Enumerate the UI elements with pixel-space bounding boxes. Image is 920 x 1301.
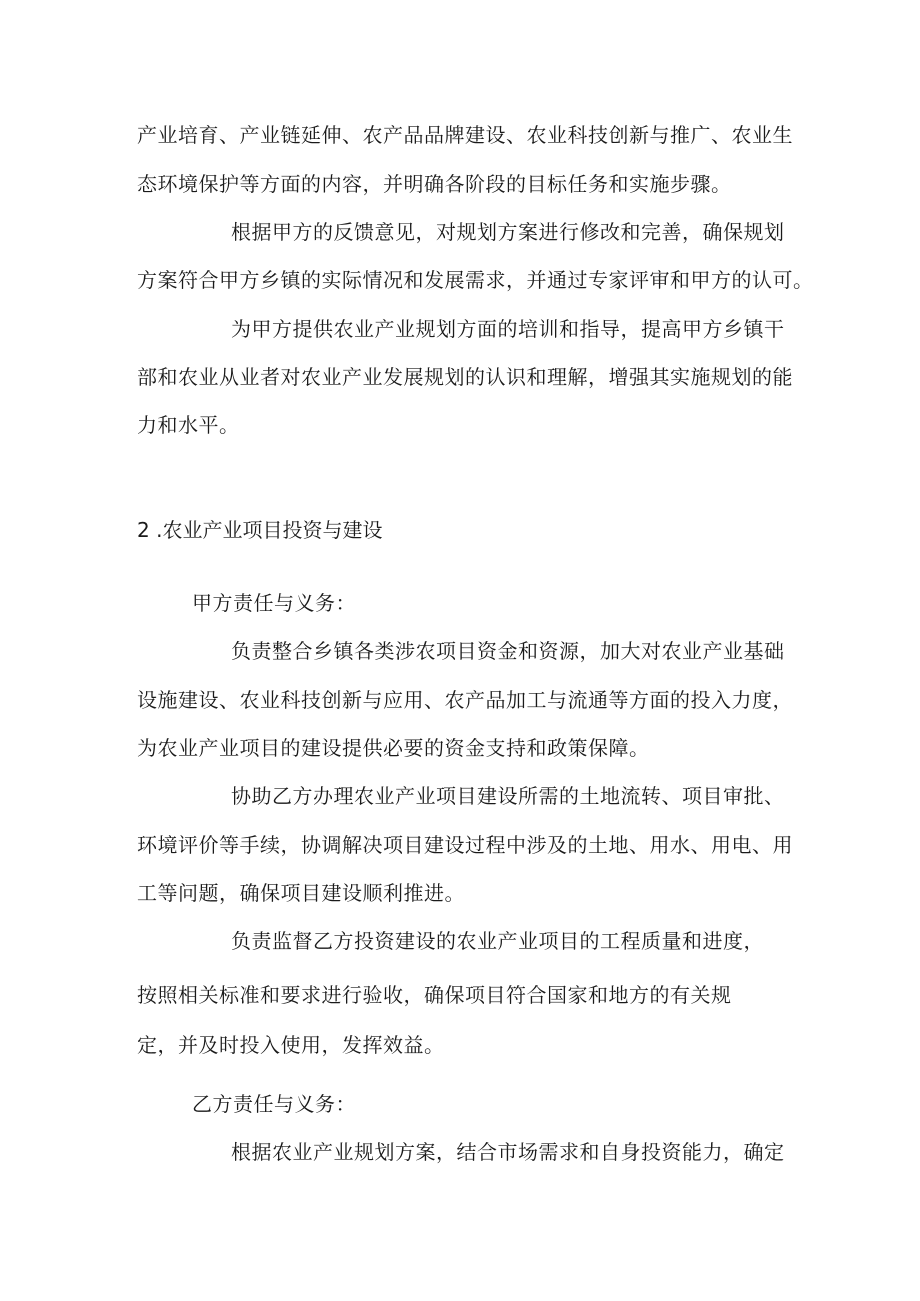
paragraph-4-line-3: 为农业产业项目的建设提供必要的资金支持和政策保障。: [137, 736, 650, 760]
party-a-heading: 甲方责任与义务：: [192, 591, 356, 615]
paragraph-5-line-3: 工等问题，确保项目建设顺利推进。: [137, 881, 465, 905]
paragraph-4-line-2: 设施建设、农业科技创新与应用、农产品加工与流通等方面的投入力度，: [137, 688, 793, 712]
paragraph-1-line-2: 态环境保护等方面的内容，并明确各阶段的目标任务和实施步骤。: [137, 172, 732, 196]
party-b-heading: 乙方责任与义务：: [192, 1092, 356, 1116]
paragraph-2-line-2: 方案符合甲方乡镇的实际情况和发展需求，并通过专家评审和甲方的认可。: [137, 268, 814, 292]
paragraph-6-line-3: 定，并及时投入使用，发挥效益。: [137, 1033, 445, 1057]
section-heading: 2 .农业产业项目投资与建设: [137, 518, 383, 542]
paragraph-7-line-1: 根据农业产业规划方案，结合市场需求和自身投资能力，确定: [231, 1140, 785, 1164]
paragraph-2-line-1: 根据甲方的反馈意见，对规划方案进行修改和完善，确保规划: [231, 220, 785, 244]
paragraph-6-line-2: 按照相关标准和要求进行验收，确保项目符合国家和地方的有关规: [137, 983, 732, 1007]
paragraph-3-line-1: 为甲方提供农业产业规划方面的培训和指导，提高甲方乡镇干: [231, 317, 785, 341]
paragraph-5-line-2: 环境评价等手续，协调解决项目建设过程中涉及的土地、用水、用电、用: [137, 833, 793, 857]
paragraph-1-line-1: 产业培育、产业链延伸、农产品品牌建设、农业科技创新与推广、农业生: [137, 123, 793, 147]
paragraph-4-line-1: 负责整合乡镇各类涉农项目资金和资源，加大对农业产业基础: [231, 639, 785, 663]
paragraph-3-line-3: 力和水平。: [137, 413, 240, 437]
paragraph-6-line-1: 负责监督乙方投资建设的农业产业项目的工程质量和进度，: [231, 929, 764, 953]
paragraph-5-line-1: 协助乙方办理农业产业项目建设所需的土地流转、项目审批、: [231, 784, 785, 808]
paragraph-3-line-2: 部和农业从业者对农业产业发展规划的认识和理解，增强其实施规划的能: [137, 365, 793, 389]
